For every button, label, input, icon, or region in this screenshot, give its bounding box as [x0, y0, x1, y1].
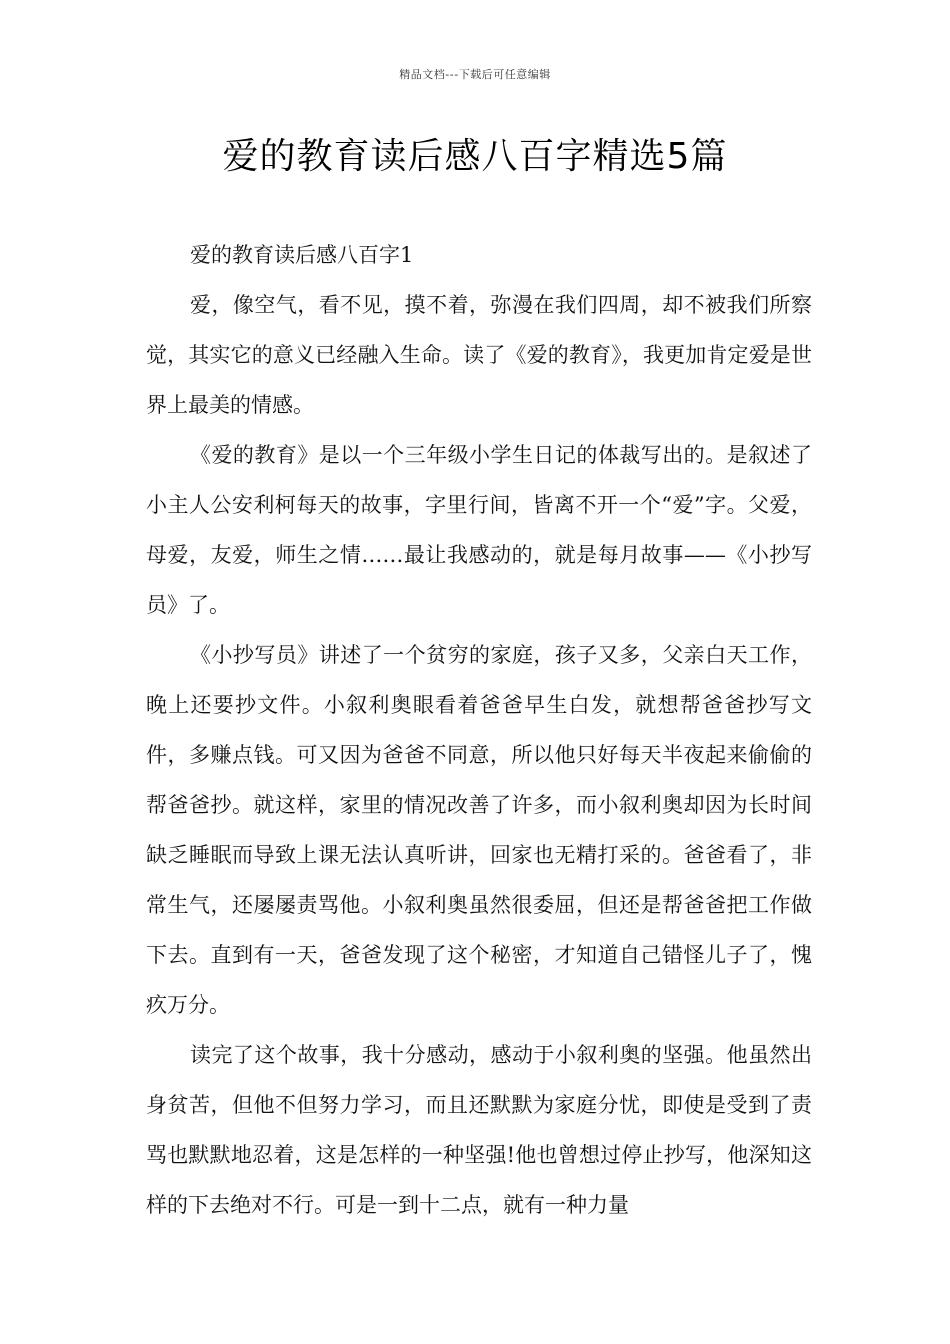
- paragraph-1: 爱，像空气，看不见，摸不着，弥漫在我们四周，却不被我们所察觉，其实它的意义已经融入生命。读了《爱的教育》，我更加肯定爱是世界上最美的情感。: [146, 293, 812, 417]
- paragraph-3: 《小抄写员》讲述了一个贫穷的家庭，孩子又多，父亲白天工作，晚上还要抄文件。小叙利奥眼看着爸爸早生白发，就想帮爸爸抄写文件，多赚点钱。可又因为爸爸不同意，所以他只好每天半夜起来偷偷的帮爸爸抄。就这样，家里的情况改善了许多，而小叙利奥却因为长时间缺乏睡眠而导致上课无法认真听讲，回家也无精打采的。爸爸看了，非常生气，还屡屡责骂他。小叙利奥虽然很委屈，但还是帮爸爸把工作做下去。直到有一天，爸爸发现了这个秘密，才知道自己错怪儿子了，愧疚万分。: [146, 643, 812, 1017]
- paragraph-4: 读完了这个故事，我十分感动，感动于小叙利奥的坚强。他虽然出身贫苦，但他不但努力学习，而且还默默为家庭分忧，即使是受到了责骂也默默地忍着，这是怎样的一种坚强!他也曾想过停止抄写，他深知这样的下去绝对不行。可是一到十二点，就有一种力量: [146, 1043, 812, 1217]
- document-title: 爱的教育读后感八百字精选5篇: [222, 136, 728, 177]
- header-note: 精品文档---下载后可任意编辑: [399, 68, 551, 81]
- document-body: [146, 230, 812, 1230]
- paragraph-2: 《爱的教育》是以一个三年级小学生日记的体裁写出的。是叙述了小主人公安利柯每天的故事，字里行间，皆离不开一个“爱”字。父爱，母爱，友爱，师生之情……最让我感动的，就是每月故事——《小抄写员》了。: [146, 443, 812, 617]
- section-title: 爱的教育读后感八百字1: [190, 243, 414, 267]
